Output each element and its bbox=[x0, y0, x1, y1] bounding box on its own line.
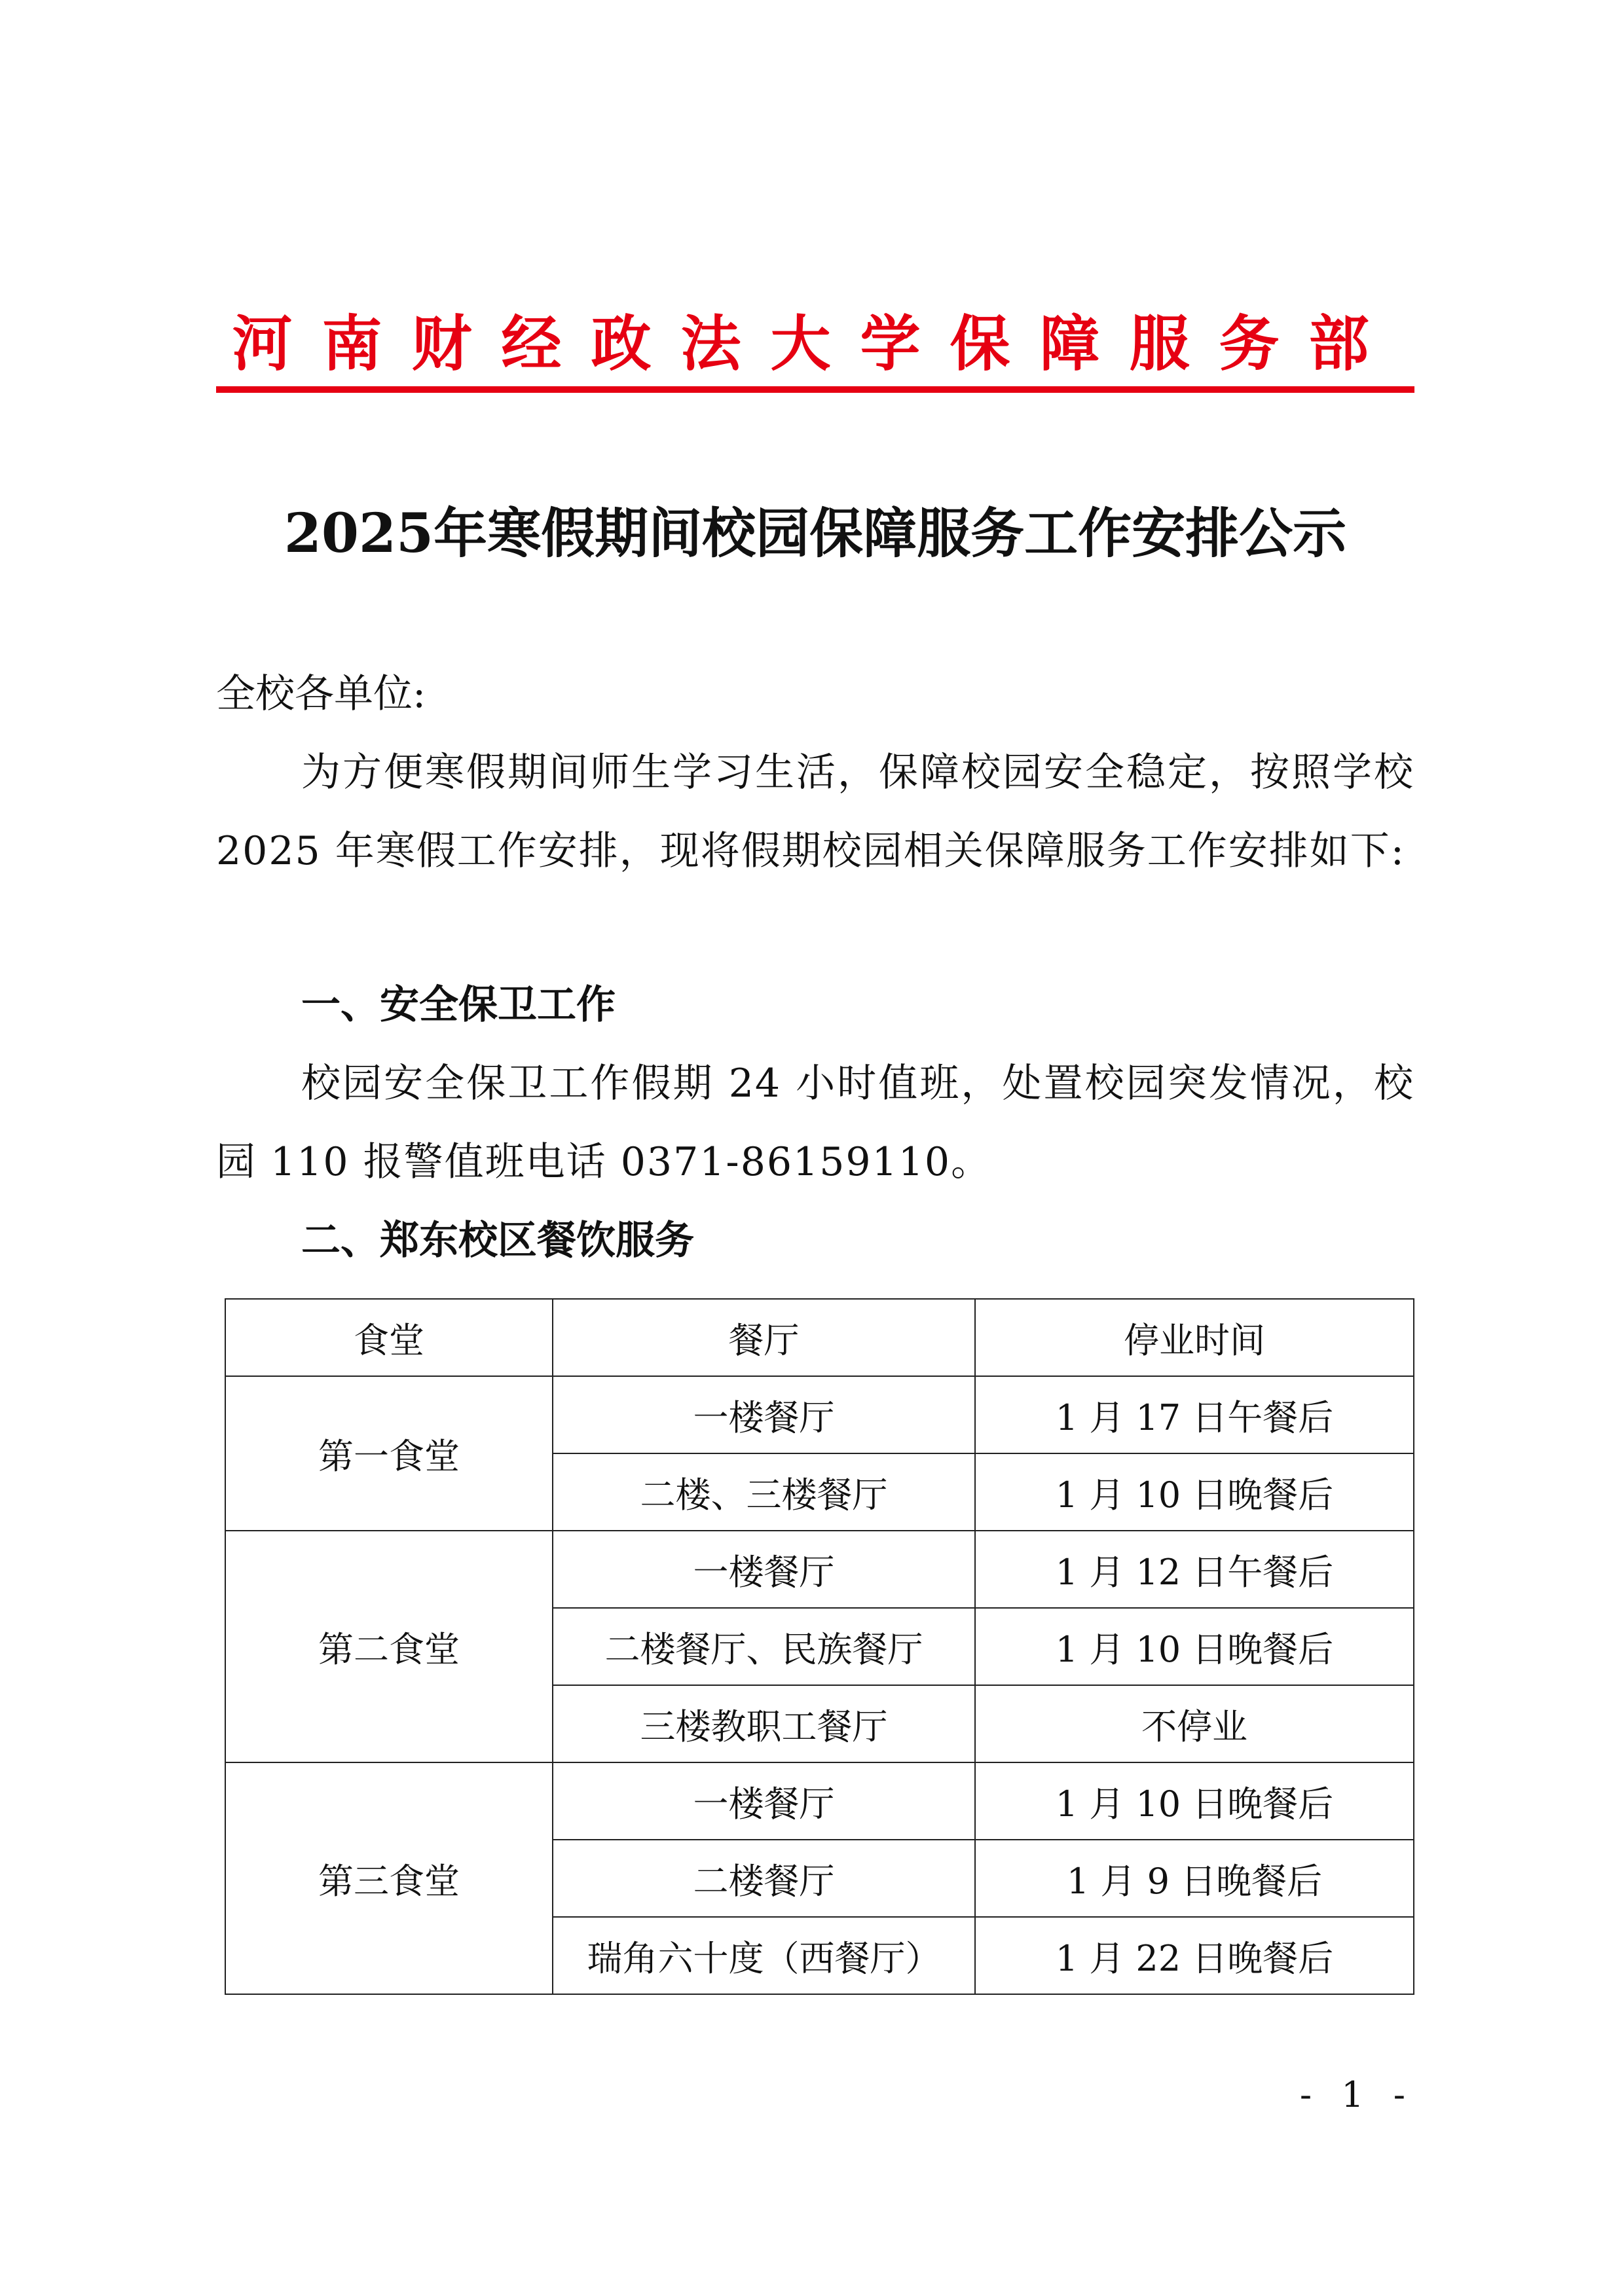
hall-cell: 一楼餐厅 bbox=[553, 1531, 975, 1608]
canteen-schedule-table bbox=[225, 1298, 1414, 1995]
hall-cell: 一楼餐厅 bbox=[553, 1762, 975, 1840]
document-title: 2025年寒假期间校园保障服务工作安排公示 bbox=[284, 502, 1347, 565]
table-row bbox=[225, 1762, 1414, 1840]
table-row bbox=[225, 1531, 1414, 1608]
page-number: - 1 - bbox=[1299, 2074, 1414, 2115]
header-red-rule bbox=[216, 386, 1414, 393]
time-cell: 不停业 bbox=[975, 1685, 1414, 1762]
intro-paragraph: 为方便寒假期间师生学习生活，保障校园安全稳定，按照学校 2025 年寒假工作安排，现将假期校园相关保障服务工作安排如下: bbox=[216, 750, 1414, 874]
salutation: 全校各单位: bbox=[216, 671, 426, 717]
hall-cell: 三楼教职工餐厅 bbox=[553, 1685, 975, 1762]
header-canteen: 食堂 bbox=[225, 1299, 553, 1376]
hall-cell: 二楼餐厅 bbox=[553, 1840, 975, 1917]
hall-cell: 二楼、三楼餐厅 bbox=[553, 1453, 975, 1531]
table-row bbox=[225, 1376, 1414, 1453]
time-cell: 1 月 9 日晚餐后 bbox=[975, 1840, 1414, 1917]
canteen-cell: 第二食堂 bbox=[225, 1531, 553, 1762]
time-cell: 1 月 10 日晚餐后 bbox=[975, 1608, 1414, 1685]
security-paragraph: 校园安全保卫工作假期 24 小时值班，处置校园突发情况，校园 110 报警值班电话 0371-86159110。 bbox=[216, 1061, 1414, 1185]
canteen-cell: 第一食堂 bbox=[225, 1376, 553, 1531]
table-header-row bbox=[225, 1299, 1414, 1376]
hall-cell: 瑞角六十度（西餐厅） bbox=[553, 1917, 975, 1994]
time-cell: 1 月 12 日午餐后 bbox=[975, 1531, 1414, 1608]
canteen-cell: 第三食堂 bbox=[225, 1762, 553, 1994]
section-heading-security: 一、安全保卫工作 bbox=[301, 982, 616, 1028]
time-cell: 1 月 10 日晚餐后 bbox=[975, 1762, 1414, 1840]
header-hall: 餐厅 bbox=[553, 1299, 975, 1376]
time-cell: 1 月 10 日晚餐后 bbox=[975, 1453, 1414, 1531]
header-closing-time: 停业时间 bbox=[975, 1299, 1414, 1376]
time-cell: 1 月 22 日晚餐后 bbox=[975, 1917, 1414, 1994]
org-header: 河南财经政法大学保障服务部 bbox=[232, 308, 1399, 379]
time-cell: 1 月 17 日午餐后 bbox=[975, 1376, 1414, 1453]
section-heading-catering: 二、郑东校区餐饮服务 bbox=[301, 1218, 694, 1264]
hall-cell: 一楼餐厅 bbox=[553, 1376, 975, 1453]
hall-cell: 二楼餐厅、民族餐厅 bbox=[553, 1608, 975, 1685]
